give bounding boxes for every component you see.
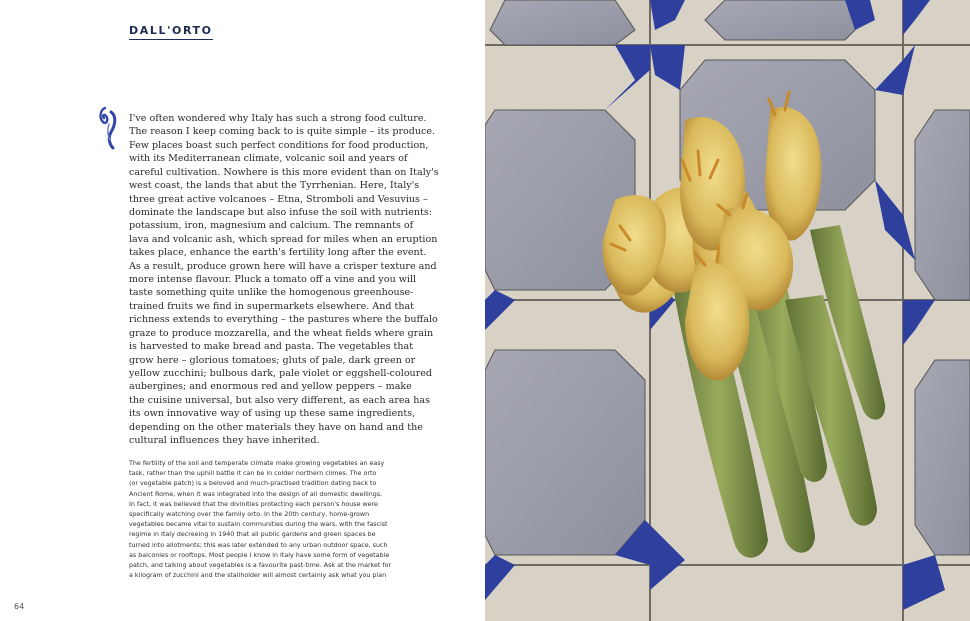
text-line: graze to produce mozzarella, and the wheat fields where grain — [129, 327, 434, 339]
text-line: I've often wondered why Italy has such a strong food culture. — [129, 113, 427, 124]
zucchini-flowers-on-tiles-photo-icon — [485, 0, 970, 621]
zucchini-flowers-photo — [485, 0, 970, 621]
text-line: patch, and talking about vegetables is a favourite past-time. Ask at the market for — [129, 562, 392, 570]
text-line: aubergines; and enormous red and yellow peppers – make — [129, 381, 412, 393]
text-line: lava and volcanic ash, which spread for miles when an eruption — [129, 233, 438, 245]
text-line: specifically watching over the family orto. In the 20th century, home-grown — [129, 511, 370, 519]
text-line: with its Mediterranean climate, volcanic soil and years of — [129, 153, 408, 165]
text-line: west coast, the lands that abut the Tyrrhenian. Here, Italy's — [129, 180, 420, 192]
body-paragraph — [129, 459, 421, 581]
text-line: dominate the landscape but also infuse the soil with nutrients: — [129, 206, 432, 218]
text-line: the cuisine universal, but also very different, as each area has — [129, 394, 431, 406]
text-line: In fact, it was believed that the divinities protecting each person's house were — [129, 500, 378, 508]
text-line: as balconies or rooftops. Most people I know in Italy have some form of vegetable — [129, 551, 390, 559]
text-line: Few places boast such perfect conditions for food production, — [129, 139, 429, 151]
drop-cap-ornament-icon — [97, 104, 119, 152]
text-line: cultural influences they have inherited. — [129, 435, 320, 447]
text-line: (or vegetable patch) is a beloved and much-practised tradition dating back to — [129, 480, 377, 488]
text-line: regime in Italy decreeing in 1940 that all public gardens and green spaces be — [129, 531, 376, 539]
text-line: depending on the other materials they have on hand and the — [129, 421, 423, 433]
text-line: As a result, produce grown here will have a crisper texture and — [129, 260, 437, 272]
text-line: three great active volcanoes – Etna, Stromboli and Vesuvius – — [129, 193, 428, 205]
text-line: turned into allotments; this was later extended to any urban outdoor space, such — [129, 541, 388, 549]
text-line: vegetables became vital to sustain communities during the wars, with the fascist — [129, 521, 388, 529]
text-line: is harvested to make bread and pasta. The vegetables that — [129, 341, 414, 353]
text-line: its own innovative way of using up these same ingredients, — [129, 408, 416, 420]
text-line: grow here – glorious tomatoes; gluts of pale, dark green or — [129, 354, 416, 366]
text-line: a kilogram of zucchini and the stallholder will almost certainly ask what you plan — [129, 572, 387, 580]
section-title: DALL'ORTO — [129, 24, 213, 40]
page-number: 64 — [14, 602, 25, 611]
text-line: Ancient Rome, when it was integrated into the design of all domestic dwellings. — [129, 490, 383, 498]
text-line: takes place, enhance the earth's fertility long after the event. — [129, 247, 427, 259]
text-line: yellow zucchini; bulbous dark, pale violet or eggshell-coloured — [129, 368, 433, 380]
text-line: task, rather than the uphill battle it can be in colder northern climes. The orto — [129, 470, 377, 478]
text-line: The reason I keep coming back to is quite simple – its produce. — [129, 126, 436, 138]
text-line: The fertility of the soil and temperate climate make growing vegetables an easy — [129, 460, 385, 467]
text-line: more intense flavour. Pluck a tomato off a vine and you will — [129, 274, 417, 286]
text-line: taste something quite unlike the homogenous greenhouse- — [129, 287, 414, 299]
text-line: trained fruits we find in supermarkets elsewhere. And that — [129, 300, 415, 312]
text-line: richness extends to everything – the pastures where the buffalo — [129, 314, 438, 326]
text-line: careful cultivation. Nowhere is this more evident than on Italy's — [129, 166, 439, 178]
intro-paragraph — [129, 112, 439, 448]
text-line: potassium, iron, magnesium and calcium. The remnants of — [129, 220, 414, 232]
